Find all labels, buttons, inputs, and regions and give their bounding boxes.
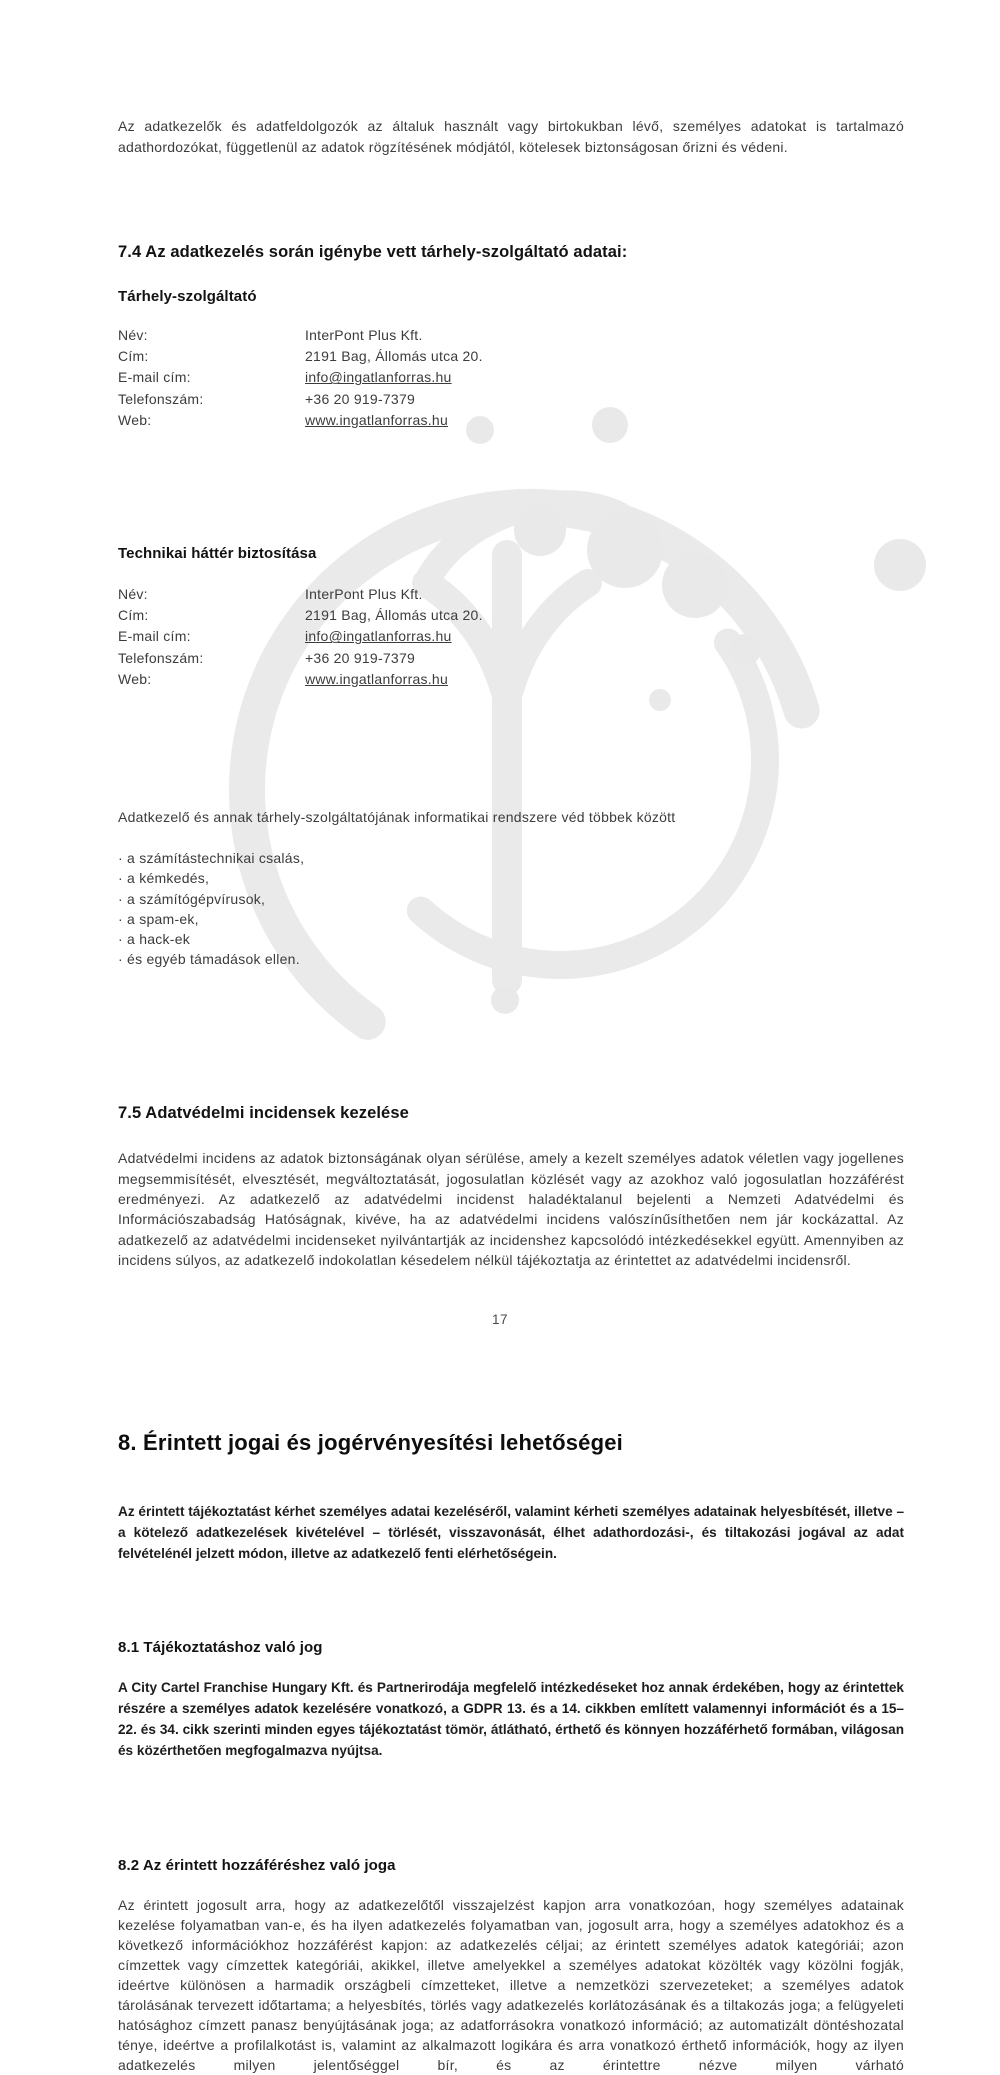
web-link[interactable]: www.ingatlanforras.hu xyxy=(305,670,448,687)
contact-value: 2191 Bag, Állomás utca 20. xyxy=(305,607,483,624)
section-8-heading: 8. Érintett jogai és jogérvényesítési lehetőségei xyxy=(118,1430,623,1456)
contact-label: Név: xyxy=(118,327,148,343)
security-list xyxy=(118,848,904,969)
technical-background-title: Technikai háttér biztosítása xyxy=(118,545,317,563)
contact-value: +36 20 919-7379 xyxy=(305,390,416,407)
section-8-intro: Az érintett tájékoztatást kérhet személyes adatai kezeléséről, valamint kérheti személyes adatainak helyesbítését, illetve – a kötelező adatkezelések kivételével – törlését, visszavonását, élhet adathordozási-, és tiltakozási jogával az adat felvételénél jelzett módon, illetve az adatkezelő fenti elérhetőségein. xyxy=(118,1504,904,1562)
contact-row xyxy=(118,626,904,647)
technical-background-details xyxy=(118,584,904,690)
section-7-5-heading: 7.5 Adatvédelmi incidensek kezelése xyxy=(118,1104,409,1123)
section-8-1-body: A City Cartel Franchise Hungary Kft. és Partnerirodája megfelelő intézkedéseket hoz annak érdekében, hogy az érintettek részére a személyes adatok kezelésére vonatkozó, a GDPR 13. és a 14. cikkben említett valamennyi információt és a 15–22. és 34. cikk szerinti minden egyes tájékoztatást tömör, átlátható, érthető és könnyen hozzáférhető formában, világosan és közérthetően megfogalmazva nyújtsa. xyxy=(118,1680,904,1758)
contact-label: Web: xyxy=(118,670,152,687)
contact-label: Név: xyxy=(118,586,148,603)
contact-label: Telefonszám: xyxy=(118,390,204,407)
contact-row xyxy=(118,346,904,367)
security-list-item: · és egyéb támadások ellen. xyxy=(118,951,300,968)
email-link[interactable]: info@ingatlanforras.hu xyxy=(305,628,452,645)
hosting-provider-title: Tárhely-szolgáltató xyxy=(118,288,257,305)
section-8-2-heading: 8.2 Az érintett hozzáféréshez való joga xyxy=(118,1857,396,1875)
security-list-item: · a kémkedés, xyxy=(118,870,210,887)
section-7-4-heading: 7.4 Az adatkezelés során igénybe vett tárhely-szolgáltató adatai: xyxy=(118,243,628,261)
security-intro: Adatkezelő és annak tárhely-szolgáltatójának informatikai rendszere véd többek között xyxy=(118,809,676,826)
section-7-5-body: Adatvédelmi incidens az adatok biztonságának olyan sérülése, amely a kezelt személyes adatok véletlen vagy jogellenes megsemmisítését, elvesztését, megváltoztatását, jogosulatlan közlését vagy az azokhoz való jogosulatlan hozzáférést eredményezi. Az adatkezelő az adatvédelmi incidenst haladéktalanul bejelenti a Nemzeti Adatvédelmi és Információszabadság Hatóságnak, kivéve, ha az adatvédelmi incidens valószínűsíthetően nem jár kockázattal. Az adatkezelő az adatvédelmi incidenseket nyilvántartják az incidenshez kapcsolódó intézkedésekkel együtt. Amennyiben az incidens súlyos, az adatkezelő indokolatlan késedelem nélkül tájékoztatja az érintettet az adatvédelmi incidensről. xyxy=(118,1150,904,1268)
contact-row xyxy=(118,325,904,346)
contact-row xyxy=(118,648,904,669)
intro-paragraph: Az adatkezelők és adatfeldolgozók az általuk használt vagy birtokukban lévő, személyes adatokat is tartalmazó adathordozókat, függetlenül az adatok rögzítésének módjától, kötelesek biztonságosan őrizni és védeni. xyxy=(118,118,904,155)
contact-value: +36 20 919-7379 xyxy=(305,649,416,666)
contact-row xyxy=(118,605,904,626)
contact-row xyxy=(118,410,904,431)
contact-row xyxy=(118,584,904,605)
contact-label: Telefonszám: xyxy=(118,649,204,666)
contact-label: Web: xyxy=(118,411,152,428)
contact-label: Cím: xyxy=(118,607,149,624)
contact-value: InterPont Plus Kft. xyxy=(305,586,423,603)
security-list-item: · a hack-ek xyxy=(118,931,190,948)
contact-value: InterPont Plus Kft. xyxy=(305,327,423,343)
contact-label: E-mail cím: xyxy=(118,369,191,386)
contact-row xyxy=(118,389,904,410)
security-list-item: · a számítógépvírusok, xyxy=(118,890,266,907)
contact-label: E-mail cím: xyxy=(118,628,191,645)
contact-label: Cím: xyxy=(118,348,149,365)
contact-row xyxy=(118,367,904,388)
section-8-2-body: Az érintett jogosult arra, hogy az adatkezelőtől visszajelzést kapjon arra vonatkozóan, hogy személyes adatainak kezelése folyamatban van-e, és ha ilyen adatkezelés folyamatban van, jogosult arra, hogy a személyes adatokhoz és a következő információkhoz hozzáférést kapjon: az adatkezelés céljai; az érintett személyes adatok kategóriái; azon címzettek vagy címzettek kategóriái, akikkel, illetve amelyekkel a személyes adatokat közölték vagy közölni fogják, ideértve különösen a harmadik országbeli címzetteket, illetve a nemzetközi szervezeteket; a személyes adatok tárolásának tervezett időtartama; a helyesbítés, törlés vagy adatkezelés korlátozásának és a tiltakozás joga; a felügyeleti hatósághoz címzett panasz benyújtásának joga; az adatforrásokra vonatkozó információ; az automatizált döntéshozatal ténye, ideértve a profilalkotást is, valamint az alkalmazott logikára és arra vonatkozó érthető információk, hogy az ilyen adatkezelés milyen jelentőséggel bír, és az érintettre nézve milyen várható xyxy=(118,1897,904,2074)
contact-row xyxy=(118,669,904,690)
email-link[interactable]: info@ingatlanforras.hu xyxy=(305,369,452,386)
contact-value: 2191 Bag, Állomás utca 20. xyxy=(305,348,483,365)
page-number: 17 xyxy=(491,1312,509,1327)
web-link[interactable]: www.ingatlanforras.hu xyxy=(305,411,448,428)
security-list-item: · a spam-ek, xyxy=(118,910,199,927)
hosting-provider-details xyxy=(118,325,904,431)
security-list-item: · a számítástechnikai csalás, xyxy=(118,850,305,867)
section-8-1-heading: 8.1 Tájékoztatáshoz való jog xyxy=(118,1639,323,1657)
